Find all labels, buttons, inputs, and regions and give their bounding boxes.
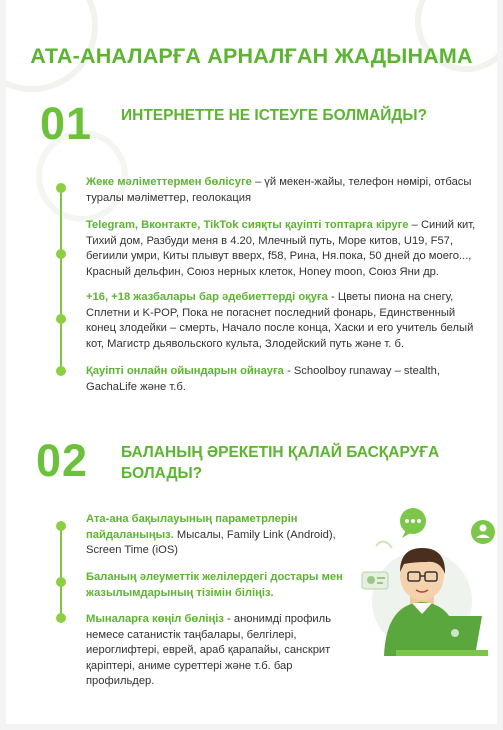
section-heading: БАЛАНЫҢ ӘРЕКЕТІН ҚАЛАЙ БАСҚАРУҒА БОЛАДЫ? xyxy=(121,444,440,482)
timeline-dot xyxy=(56,249,66,259)
page-title: АТА-АНАЛАРҒА АРНАЛҒАН ЖАДЫНАМА xyxy=(30,44,473,68)
list-item: +16, +18 жазбалары бар әдебиеттерді оқуға - Цветы пиона на снегу, Сплетни и K-POP, Пока не погаснет последний фонарь, Единственный конец злодейки – смерть, Начало после конца, Хаски и его учитель белый кот, Магистр дьявольского культа, Злодейский путь және т. б. xyxy=(86,291,474,350)
timeline-dot xyxy=(56,577,66,587)
list-item: Мыналарға көңіл бөліңіз - анонимді профиль немесе сатанистік таңбалары, белгілері, иероглифтері, еврей, араб қарапайы, санскрит қаріптері, аниме суреттері және т.б. бар профильдер. xyxy=(86,613,332,687)
timeline-dot xyxy=(56,613,66,623)
timeline-dot xyxy=(56,521,66,531)
boy-with-laptop-illustration xyxy=(356,506,497,656)
section-number: 02 xyxy=(36,435,89,486)
list-item: Қауіпті онлайн ойындарын ойнауға - Schoolboy runaway – stealth, GachaLife және т.б. xyxy=(86,365,440,393)
timeline-line xyxy=(60,524,62,616)
list-item: Баланың әлеуметтік желілердегі достары мен жазылымдарының тізімін біліңіз. xyxy=(86,571,343,599)
id-card-icon xyxy=(362,572,388,589)
memo-page xyxy=(6,0,497,724)
timeline-dot xyxy=(56,366,66,376)
user-badge-icon xyxy=(471,520,495,544)
list-item: Жеке мәліметтермен бөлісуге – үй мекен-жайы, телефон нөмірі, отбасы туралы мәліметтер, геолокация xyxy=(86,176,472,204)
timeline-dot xyxy=(56,183,66,193)
list-item: Ата-ана бақылауының параметрлерін пайдаланыңыз. Мысалы, Family Link (Android), Screen Time (iOS) xyxy=(86,513,336,556)
list-item: Telegram, Вконтакте, TikTok сияқты қауіпті топтарға кіруге – Синий кит, Тихий дом, Разбуди меня в 4.20, Млечный путь, Море китов, U19, F57, бегиили умри, Киты плывут вверх, f58, Рина, Ня.пока, 50 дней до моего..., Красный дельфин, Союз нерных клеток, Honey moon, Союз Яни др. xyxy=(86,219,476,278)
chat-bubble-icon xyxy=(400,508,426,538)
timeline-dot xyxy=(56,314,66,324)
section-number: 01 xyxy=(40,98,93,149)
section-heading: ИНТЕРНЕТТЕ НЕ ІСТЕУГЕ БОЛМАЙДЫ? xyxy=(121,107,428,124)
timeline-line xyxy=(60,186,62,370)
